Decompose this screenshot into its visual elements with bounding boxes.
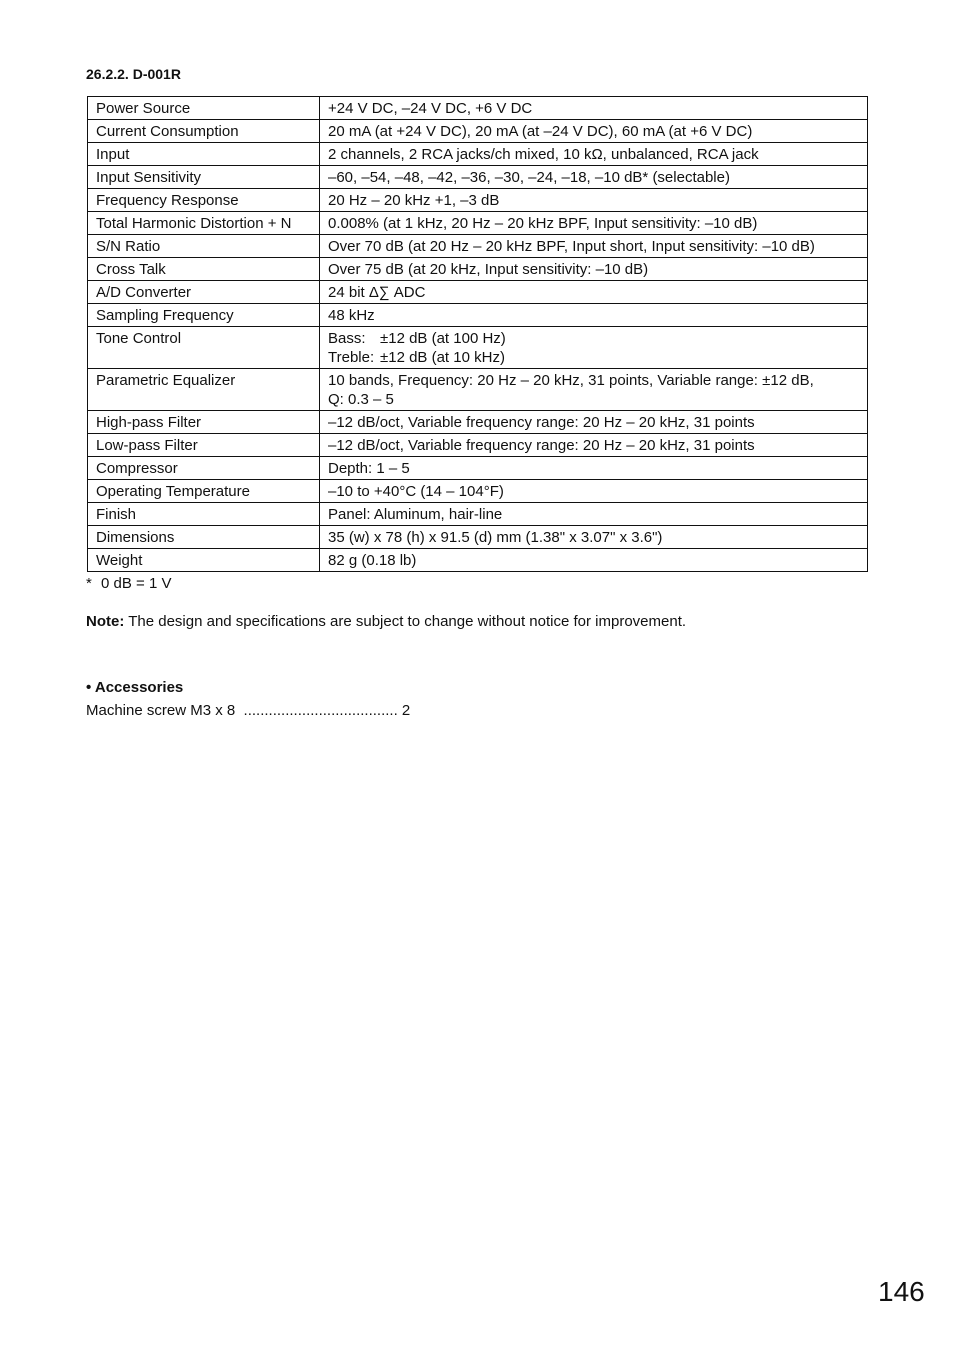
spec-value xyxy=(320,189,868,212)
spec-value-line: 48 kHz xyxy=(328,307,375,324)
spec-value xyxy=(320,235,868,258)
spec-value-line: –12 dB/oct, Variable frequency range: 20 Hz – 20 kHz, 31 points xyxy=(328,414,755,431)
tone-key: Treble: xyxy=(328,349,375,366)
spec-label: Power Source xyxy=(88,97,320,120)
spec-value xyxy=(320,143,868,166)
spec-value-line: Depth: 1 – 5 xyxy=(328,460,410,477)
spec-value xyxy=(320,369,868,411)
note-text: The design and specifications are subject to change without notice for improvement. xyxy=(124,613,687,630)
spec-value xyxy=(320,457,868,480)
spec-row xyxy=(88,120,868,143)
tone-value: ±12 dB (at 10 kHz) xyxy=(380,349,505,366)
accessories-heading: • Accessories xyxy=(86,679,184,696)
spec-label: Sampling Frequency xyxy=(88,304,320,327)
spec-value-line: 0.008% (at 1 kHz, 20 Hz – 20 kHz BPF, Input sensitivity: –10 dB) xyxy=(328,215,758,232)
spec-label: Tone Control xyxy=(88,327,320,369)
spec-row xyxy=(88,480,868,503)
spec-label: Compressor xyxy=(88,457,320,480)
spec-row xyxy=(88,258,868,281)
spec-label: Cross Talk xyxy=(88,258,320,281)
spec-label: S/N Ratio xyxy=(88,235,320,258)
spec-value xyxy=(320,480,868,503)
spec-row xyxy=(88,526,868,549)
tone-key: Bass: xyxy=(328,330,366,347)
spec-value-line: –10 to +40°C (14 – 104°F) xyxy=(328,483,504,500)
spec-value xyxy=(320,327,868,369)
spec-value xyxy=(320,281,868,304)
spec-row xyxy=(88,97,868,120)
spec-value-line: Over 75 dB (at 20 kHz, Input sensitivity: –10 dB) xyxy=(328,261,649,278)
spec-value-line xyxy=(328,329,859,348)
spec-value-line: Q: 0.3 – 5 xyxy=(328,391,394,408)
accessories-item: Machine screw M3 x 8 ..................................... 2 xyxy=(86,702,411,719)
spec-row xyxy=(88,143,868,166)
spec-value-line: 10 bands, Frequency: 20 Hz – 20 kHz, 31 points, Variable range: ±12 dB, xyxy=(328,372,814,389)
spec-label: Input xyxy=(88,143,320,166)
spec-value xyxy=(320,258,868,281)
spec-value xyxy=(320,526,868,549)
spec-label: Operating Temperature xyxy=(88,480,320,503)
spec-value xyxy=(320,166,868,189)
spec-value xyxy=(320,549,868,572)
spec-value xyxy=(320,304,868,327)
spec-value xyxy=(320,97,868,120)
note-label: Note: xyxy=(86,613,125,630)
spec-value-line: 2 channels, 2 RCA jacks/ch mixed, 10 kΩ, unbalanced, RCA jack xyxy=(328,146,759,163)
spec-row xyxy=(88,411,868,434)
tone-value: ±12 dB (at 100 Hz) xyxy=(380,330,506,347)
spec-value-line: 24 bit Δ∑ ADC xyxy=(328,284,426,301)
spec-value-line: +24 V DC, –24 V DC, +6 V DC xyxy=(328,100,533,117)
page-number: 146 xyxy=(878,1276,925,1307)
spec-label: Low-pass Filter xyxy=(88,434,320,457)
spec-value xyxy=(320,212,868,235)
spec-row xyxy=(88,212,868,235)
spec-row xyxy=(88,235,868,258)
specifications-table-body xyxy=(88,97,868,572)
specifications-table xyxy=(87,96,868,572)
spec-row xyxy=(88,304,868,327)
spec-value-line: 82 g (0.18 lb) xyxy=(328,552,417,569)
footnote-text: 0 dB = 1 V xyxy=(101,575,172,592)
spec-value-line: –60, –54, –48, –42, –36, –30, –24, –18, –10 dB* (selectable) xyxy=(328,169,730,186)
spec-value-line: Over 70 dB (at 20 Hz – 20 kHz BPF, Input short, Input sensitivity: –10 dB) xyxy=(328,238,815,255)
spec-value-line: Panel: Aluminum, hair-line xyxy=(328,506,503,523)
spec-row xyxy=(88,369,868,411)
spec-label: High-pass Filter xyxy=(88,411,320,434)
spec-value xyxy=(320,411,868,434)
spec-label: Parametric Equalizer xyxy=(88,369,320,411)
spec-label: A/D Converter xyxy=(88,281,320,304)
spec-row xyxy=(88,189,868,212)
spec-label: Finish xyxy=(88,503,320,526)
spec-row xyxy=(88,327,868,369)
spec-row xyxy=(88,457,868,480)
note xyxy=(86,613,686,630)
footnote-marker: * xyxy=(86,575,92,592)
spec-row xyxy=(88,281,868,304)
spec-label: Total Harmonic Distortion + N xyxy=(88,212,320,235)
spec-value xyxy=(320,434,868,457)
spec-value-line: 20 Hz – 20 kHz +1, –3 dB xyxy=(328,192,500,209)
spec-label: Frequency Response xyxy=(88,189,320,212)
spec-label: Weight xyxy=(88,549,320,572)
spec-value-line: 35 (w) x 78 (h) x 91.5 (d) mm (1.38" x 3.07" x 3.6") xyxy=(328,529,663,546)
spec-label: Dimensions xyxy=(88,526,320,549)
spec-row xyxy=(88,503,868,526)
spec-value xyxy=(320,120,868,143)
footnote xyxy=(86,575,171,592)
spec-value xyxy=(320,503,868,526)
spec-value-line xyxy=(328,348,859,367)
spec-row xyxy=(88,549,868,572)
spec-row xyxy=(88,434,868,457)
spec-row xyxy=(88,166,868,189)
spec-value-line: 20 mA (at +24 V DC), 20 mA (at –24 V DC), 60 mA (at +6 V DC) xyxy=(328,123,753,140)
spec-label: Current Consumption xyxy=(88,120,320,143)
spec-label: Input Sensitivity xyxy=(88,166,320,189)
spec-value-line: –12 dB/oct, Variable frequency range: 20 Hz – 20 kHz, 31 points xyxy=(328,437,755,454)
section-heading: 26.2.2. D-001R xyxy=(86,66,181,82)
